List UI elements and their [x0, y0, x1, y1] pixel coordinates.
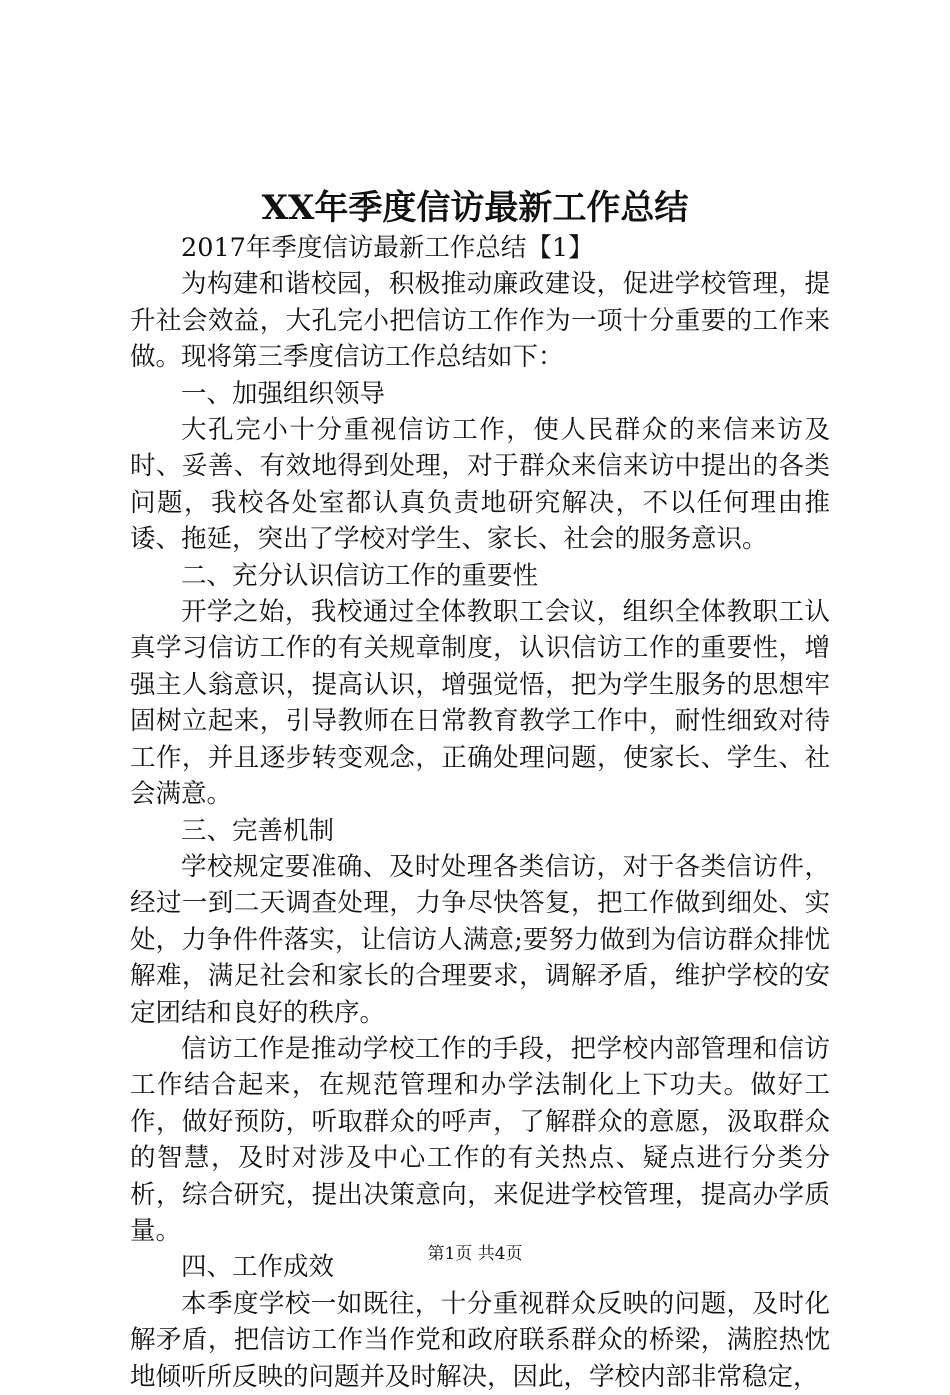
section-heading-2: 二、充分认识信访工作的重要性	[181, 560, 539, 591]
section-heading-1: 一、加强组织领导	[181, 378, 386, 409]
intro-paragraph: 为构建和谐校园，积极推动廉政建设，促进学校管理，提升社会效益，大孔完小把信访工作作为一项十分重要的工作来做。现将第三季度信访工作总结如下：	[130, 269, 830, 373]
document-body	[130, 230, 830, 1395]
section-2-paragraph-1: 开学之始，我校通过全体教职工会议，组织全体教职工认真学习信访工作的有关规章制度，认识信访工作的重要性，增强主人翁意识，提高认识，增强觉悟，把为学生服务的思想牢固树立起来，引导教师在日常教育教学工作中，耐性细致对待工作，并且逐步转变观念，正确处理问题，使家长、学生、社会满意。	[130, 597, 830, 810]
document-title: XX年季度信访最新工作总结	[261, 188, 689, 228]
section-3-paragraph-2: 信访工作是推动学校工作的手段，把学校内部管理和信访工作结合起来，在规范管理和办学法制化上下功夫。做好工作，做好预防，听取群众的呼声，了解群众的意愿，汲取群众的智慧，及时对涉及中心工作的有关热点、疑点进行分类分析，综合研究，提出决策意向，来促进学校管理，提高办学质量。	[130, 1033, 830, 1246]
document-subtitle: 2017年季度信访最新工作总结【1】	[181, 233, 594, 263]
section-3-paragraph-1: 学校规定要准确、及时处理各类信访，对于各类信访件，经过一到二天调查处理，力争尽快答复，把工作做到细处、实处，力争件件落实，让信访人满意;要努力做到为信访群众排忧解难，满足社会和家长的合理要求，调解矛盾，维护学校的安定团结和良好的秩序。	[130, 851, 830, 1028]
section-heading-3: 三、完善机制	[181, 815, 335, 846]
section-1-paragraph-1: 大孔完小十分重视信访工作，使人民群众的来信来访及时、妥善、有效地得到处理，对于群众来信来访中提出的各类问题，我校各处室都认真负责地研究解决，不以任何理由推诿、拖延，突出了学校对学生、家长、社会的服务意识。	[130, 415, 830, 555]
section-heading-4: 四、工作成效	[181, 1252, 335, 1283]
section-4-paragraph-1: 本季度学校一如既往，十分重视群众反映的问题，及时化解矛盾，把信访工作当作党和政府联系群众的桥梁，满腔热忱地倾听所反映的问题并及时解决，因此，学校内部非常稳定，	[130, 1288, 830, 1392]
page-footer: 第1页 共4页	[427, 1244, 523, 1264]
